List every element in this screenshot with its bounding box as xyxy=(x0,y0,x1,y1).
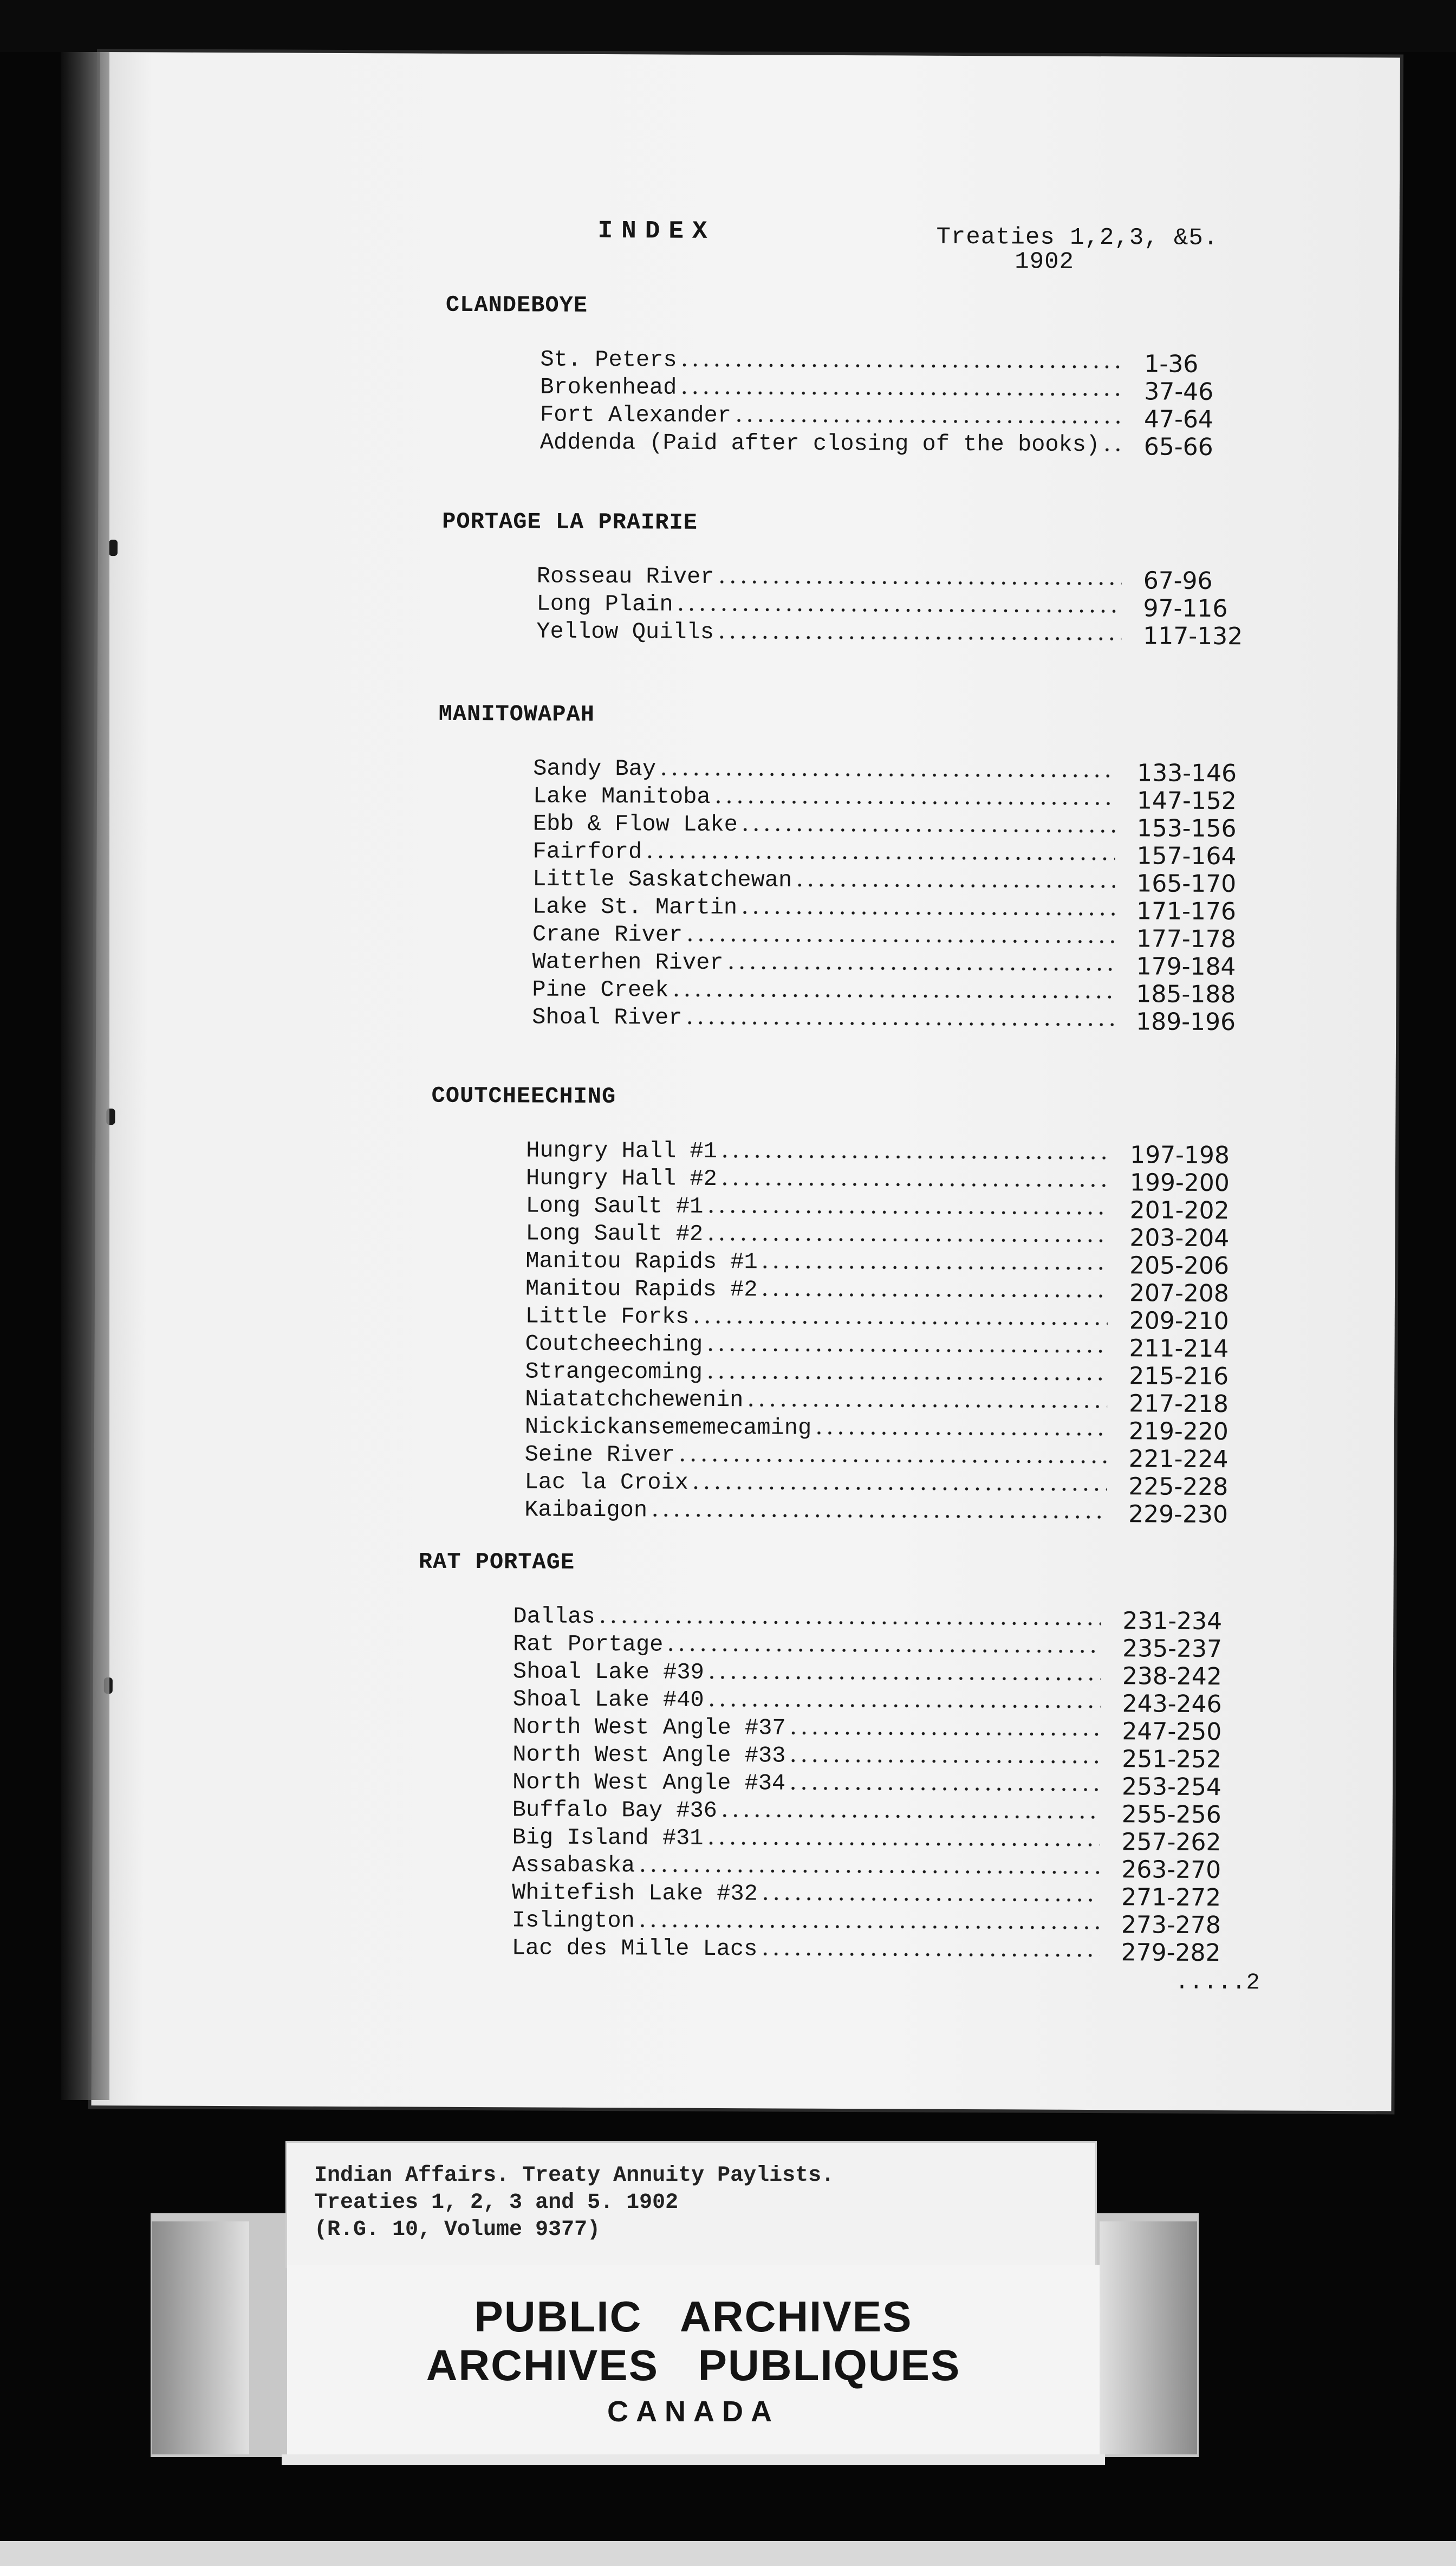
entry-pages: 279-282 xyxy=(1121,1939,1221,1967)
entry-name: Hungry Hall #1 xyxy=(526,1137,718,1164)
dot-leader xyxy=(760,1897,1100,1902)
entry-name: Addenda (Paid after closing of the books) xyxy=(540,429,1100,458)
index-entry xyxy=(540,402,1285,432)
dot-leader xyxy=(788,1759,1100,1764)
index-entry xyxy=(525,1220,1270,1253)
stamp-line-2: ARCHIVES PUBLIQUES xyxy=(426,2341,961,2389)
entry-name: Crane River xyxy=(532,921,683,948)
dot-leader xyxy=(705,1376,1107,1381)
section-heading: PORTAGE LA PRAIRIE xyxy=(442,508,698,536)
dot-leader xyxy=(706,1842,1100,1846)
entry-name: North West Angle #37 xyxy=(512,1714,786,1741)
dot-leader xyxy=(705,1237,1108,1242)
entry-pages: 217-218 xyxy=(1129,1390,1229,1418)
entry-name: Islington xyxy=(511,1907,635,1934)
entry-name: Long Sault #1 xyxy=(525,1193,704,1220)
entry-name: Long Plain xyxy=(536,591,673,618)
dot-leader xyxy=(717,580,1122,585)
dot-leader xyxy=(671,994,1114,999)
entry-pages: 203-204 xyxy=(1129,1224,1230,1253)
entry-name: Niatatchchewenin xyxy=(525,1386,744,1414)
entry-pages: 215-216 xyxy=(1129,1362,1229,1391)
continuation-marker: .....2 xyxy=(1175,1969,1260,1996)
entry-name: St. Peters xyxy=(540,346,677,373)
entry-name: Fairford xyxy=(532,838,642,865)
entry-pages: 205-206 xyxy=(1129,1252,1230,1280)
film-frame-top xyxy=(0,0,1456,52)
entry-pages: 37-46 xyxy=(1144,378,1214,406)
entry-pages: 255-256 xyxy=(1121,1800,1221,1829)
entry-pages: 263-270 xyxy=(1121,1856,1221,1884)
entry-pages: 238-242 xyxy=(1122,1662,1222,1691)
index-entry xyxy=(525,1303,1270,1336)
dot-leader xyxy=(679,364,1122,369)
entry-name: North West Angle #34 xyxy=(512,1769,786,1797)
entry-pages: 171-176 xyxy=(1136,897,1237,926)
entry-pages: 47-64 xyxy=(1143,405,1214,433)
section-heading: CLANDEBOYE xyxy=(445,291,588,319)
entry-name: Shoal Lake #40 xyxy=(512,1686,704,1713)
index-entry xyxy=(525,1441,1270,1472)
entry-pages: 235-237 xyxy=(1122,1635,1223,1663)
section-heading: RAT PORTAGE xyxy=(418,1548,575,1576)
dot-leader xyxy=(706,1210,1108,1215)
index-entry xyxy=(540,374,1285,405)
label-line-3: (R.G. 10, Volume 9377) xyxy=(314,2218,601,2242)
index-entry xyxy=(536,619,1284,649)
entry-pages: 185-188 xyxy=(1136,980,1236,1009)
entry-name: Yellow Quills xyxy=(536,618,714,645)
index-entry xyxy=(524,1496,1269,1527)
entry-pages: 177-178 xyxy=(1136,925,1236,954)
entry-pages: 225-228 xyxy=(1128,1473,1228,1501)
entry-pages: 253-254 xyxy=(1121,1773,1222,1802)
dot-leader xyxy=(713,800,1115,805)
entry-name: Shoal River xyxy=(532,1004,682,1031)
entry-pages: 197-198 xyxy=(1130,1141,1230,1170)
dot-leader xyxy=(679,391,1122,397)
entry-name: Buffalo Bay #36 xyxy=(512,1797,718,1824)
index-entry xyxy=(532,921,1277,954)
index-entry xyxy=(513,1658,1263,1689)
dot-leader xyxy=(675,608,1122,613)
index-entry xyxy=(512,1935,1262,1965)
section-heading: COUTCHEECHING xyxy=(431,1083,616,1110)
dot-leader xyxy=(719,1155,1108,1159)
dot-leader xyxy=(597,1620,1101,1625)
index-entry xyxy=(525,1358,1270,1389)
entry-pages: 207-208 xyxy=(1129,1279,1229,1308)
index-entry xyxy=(512,1686,1263,1719)
entry-name: Little Forks xyxy=(525,1303,690,1330)
dot-leader xyxy=(760,1952,1100,1957)
dot-leader xyxy=(637,1869,1100,1874)
entry-pages: 117-132 xyxy=(1143,622,1243,651)
index-entry xyxy=(512,1797,1263,1827)
dot-leader xyxy=(637,1924,1100,1929)
dot-leader xyxy=(733,419,1122,424)
index-entry xyxy=(540,430,1285,460)
dot-leader xyxy=(788,1732,1100,1736)
dot-leader xyxy=(716,636,1121,640)
stamp-side-right xyxy=(1100,2221,1197,2454)
dot-leader xyxy=(677,1459,1107,1463)
dot-leader xyxy=(649,1513,1107,1519)
entry-name: Strangecoming xyxy=(525,1358,703,1385)
entry-pages: 243-246 xyxy=(1122,1690,1222,1719)
entry-pages: 247-250 xyxy=(1122,1718,1222,1746)
entry-name: Hungry Hall #2 xyxy=(525,1165,717,1192)
index-entry xyxy=(533,756,1278,786)
entry-pages: 1-36 xyxy=(1144,350,1199,378)
index-entry xyxy=(512,1907,1262,1938)
entry-pages: 133-146 xyxy=(1137,759,1237,788)
dot-leader xyxy=(1102,448,1122,451)
dot-leader xyxy=(685,938,1115,943)
dot-leader xyxy=(719,1182,1108,1187)
index-entry xyxy=(524,1469,1269,1499)
dot-leader xyxy=(759,1293,1108,1298)
index-entry xyxy=(512,1852,1262,1882)
entry-name: North West Angle #33 xyxy=(512,1741,786,1769)
entry-pages: 229-230 xyxy=(1128,1500,1228,1529)
index-title: INDEX xyxy=(597,217,716,245)
entry-name: Brokenhead xyxy=(540,374,677,401)
entry-name: Assabaska xyxy=(512,1852,635,1879)
entry-pages: 65-66 xyxy=(1143,433,1213,461)
entry-pages: 147-152 xyxy=(1136,787,1237,815)
entry-pages: 231-234 xyxy=(1122,1607,1223,1636)
entry-name: Waterhen River xyxy=(532,949,724,976)
stamp-side-left xyxy=(152,2221,249,2454)
entry-pages: 273-278 xyxy=(1121,1911,1221,1940)
punch-hole xyxy=(109,540,118,556)
stamp-line-1: PUBLIC ARCHIVES xyxy=(474,2292,913,2341)
collection-label xyxy=(287,2143,1095,2266)
dot-leader xyxy=(684,1021,1114,1026)
dot-leader xyxy=(645,855,1115,860)
entry-pages: 221-224 xyxy=(1128,1445,1228,1474)
dot-leader xyxy=(705,1348,1108,1353)
entry-pages: 201-202 xyxy=(1129,1196,1230,1225)
index-entry xyxy=(532,976,1277,1007)
archives-stamp xyxy=(287,2265,1100,2457)
entry-pages: 97-116 xyxy=(1143,594,1228,623)
dot-leader xyxy=(706,1676,1101,1681)
index-entry xyxy=(540,347,1285,377)
entry-pages: 199-200 xyxy=(1129,1169,1230,1197)
index-entry xyxy=(512,1880,1262,1910)
entry-name: Big Island #31 xyxy=(512,1824,704,1851)
entry-name: Sandy Bay xyxy=(533,755,656,782)
index-entry xyxy=(537,563,1284,594)
entry-name: Whitefish Lake #32 xyxy=(512,1880,758,1907)
dot-leader xyxy=(759,1265,1108,1270)
index-entry xyxy=(532,838,1277,869)
entry-pages: 157-164 xyxy=(1136,842,1237,871)
entry-pages: 271-272 xyxy=(1121,1883,1221,1912)
binding-edge xyxy=(61,52,109,2100)
entry-name: Shoal Lake #39 xyxy=(512,1658,704,1686)
index-entry xyxy=(526,1193,1271,1223)
index-entry xyxy=(532,1004,1277,1034)
index-entry xyxy=(526,1137,1271,1168)
entry-pages: 209-210 xyxy=(1129,1307,1229,1336)
index-entry xyxy=(525,1275,1270,1306)
stamp-line-3: CANADA xyxy=(607,2395,779,2428)
treaties-heading: Treaties 1,2,3, &5. xyxy=(936,223,1219,252)
entry-name: Rat Portage xyxy=(513,1631,664,1658)
label-line-2: Treaties 1, 2, 3 and 5. 1902 xyxy=(314,2191,679,2215)
index-entry xyxy=(526,1165,1271,1195)
index-entry xyxy=(536,591,1284,621)
entry-name: Nickickansememecaming xyxy=(524,1414,812,1441)
entry-name: Little Saskatchewan xyxy=(532,866,792,893)
index-entry xyxy=(513,1603,1263,1634)
index-entry xyxy=(532,893,1277,924)
index-entry xyxy=(512,1824,1263,1855)
year-heading: 1902 xyxy=(1015,248,1075,276)
entry-name: Coutcheeching xyxy=(525,1331,703,1358)
dot-leader xyxy=(665,1648,1101,1654)
dot-leader xyxy=(794,884,1115,889)
entry-name: Rosseau River xyxy=(536,563,714,590)
label-line-1: Indian Affairs. Treaty Annuity Paylists. xyxy=(314,2163,835,2188)
index-entry xyxy=(512,1769,1263,1802)
entry-name: Lake Manitoba xyxy=(532,783,711,810)
entry-name: Ebb & Flow Lake xyxy=(532,811,738,838)
entry-pages: 165-170 xyxy=(1136,870,1237,898)
dot-leader xyxy=(658,773,1115,778)
stamp-bottom-edge xyxy=(282,2454,1105,2465)
index-entry xyxy=(532,866,1277,896)
dot-leader xyxy=(719,1814,1100,1819)
entry-name: Lake St. Martin xyxy=(532,893,738,921)
entry-pages: 211-214 xyxy=(1129,1334,1229,1363)
dot-leader xyxy=(691,1320,1108,1325)
entry-pages: 219-220 xyxy=(1128,1417,1228,1446)
dot-leader xyxy=(814,1431,1107,1436)
index-entry xyxy=(525,1331,1270,1361)
entry-name: Lac la Croix xyxy=(524,1469,689,1496)
index-entry xyxy=(513,1631,1263,1661)
dot-leader xyxy=(726,966,1115,971)
entry-name: Lac des Mille Lacs xyxy=(511,1935,758,1962)
index-entry xyxy=(533,783,1278,813)
entry-name: Dallas xyxy=(513,1603,595,1630)
entry-name: Long Sault #2 xyxy=(525,1220,704,1247)
index-entry xyxy=(533,811,1278,841)
entry-name: Kaibaigon xyxy=(524,1496,648,1524)
entry-name: Manitou Rapids #2 xyxy=(525,1275,758,1303)
entry-pages: 179-184 xyxy=(1136,952,1236,981)
entry-pages: 153-156 xyxy=(1136,814,1237,843)
entry-name: Pine Creek xyxy=(532,976,669,1003)
dot-leader xyxy=(706,1703,1101,1708)
entry-name: Fort Alexander xyxy=(540,401,732,429)
film-frame-bottom xyxy=(0,2541,1456,2566)
index-entry xyxy=(525,1414,1270,1444)
section-heading: MANITOWAPAH xyxy=(438,701,595,728)
entry-pages: 257-262 xyxy=(1121,1828,1221,1857)
dot-leader xyxy=(788,1787,1100,1792)
entry-pages: 251-252 xyxy=(1122,1745,1222,1774)
index-entry xyxy=(512,1714,1263,1744)
dot-leader xyxy=(745,1403,1107,1408)
entry-name: Seine River xyxy=(524,1441,675,1468)
index-entry xyxy=(512,1741,1263,1772)
dot-leader xyxy=(740,828,1115,833)
dot-leader xyxy=(739,911,1115,916)
index-entry xyxy=(532,949,1277,979)
index-page xyxy=(91,52,1400,2111)
entry-pages: 189-196 xyxy=(1136,1008,1236,1036)
index-entry xyxy=(525,1248,1270,1278)
index-entry xyxy=(525,1386,1270,1416)
dot-leader xyxy=(690,1486,1107,1491)
entry-name: Manitou Rapids #1 xyxy=(525,1248,758,1275)
entry-pages: 67-96 xyxy=(1143,567,1213,595)
